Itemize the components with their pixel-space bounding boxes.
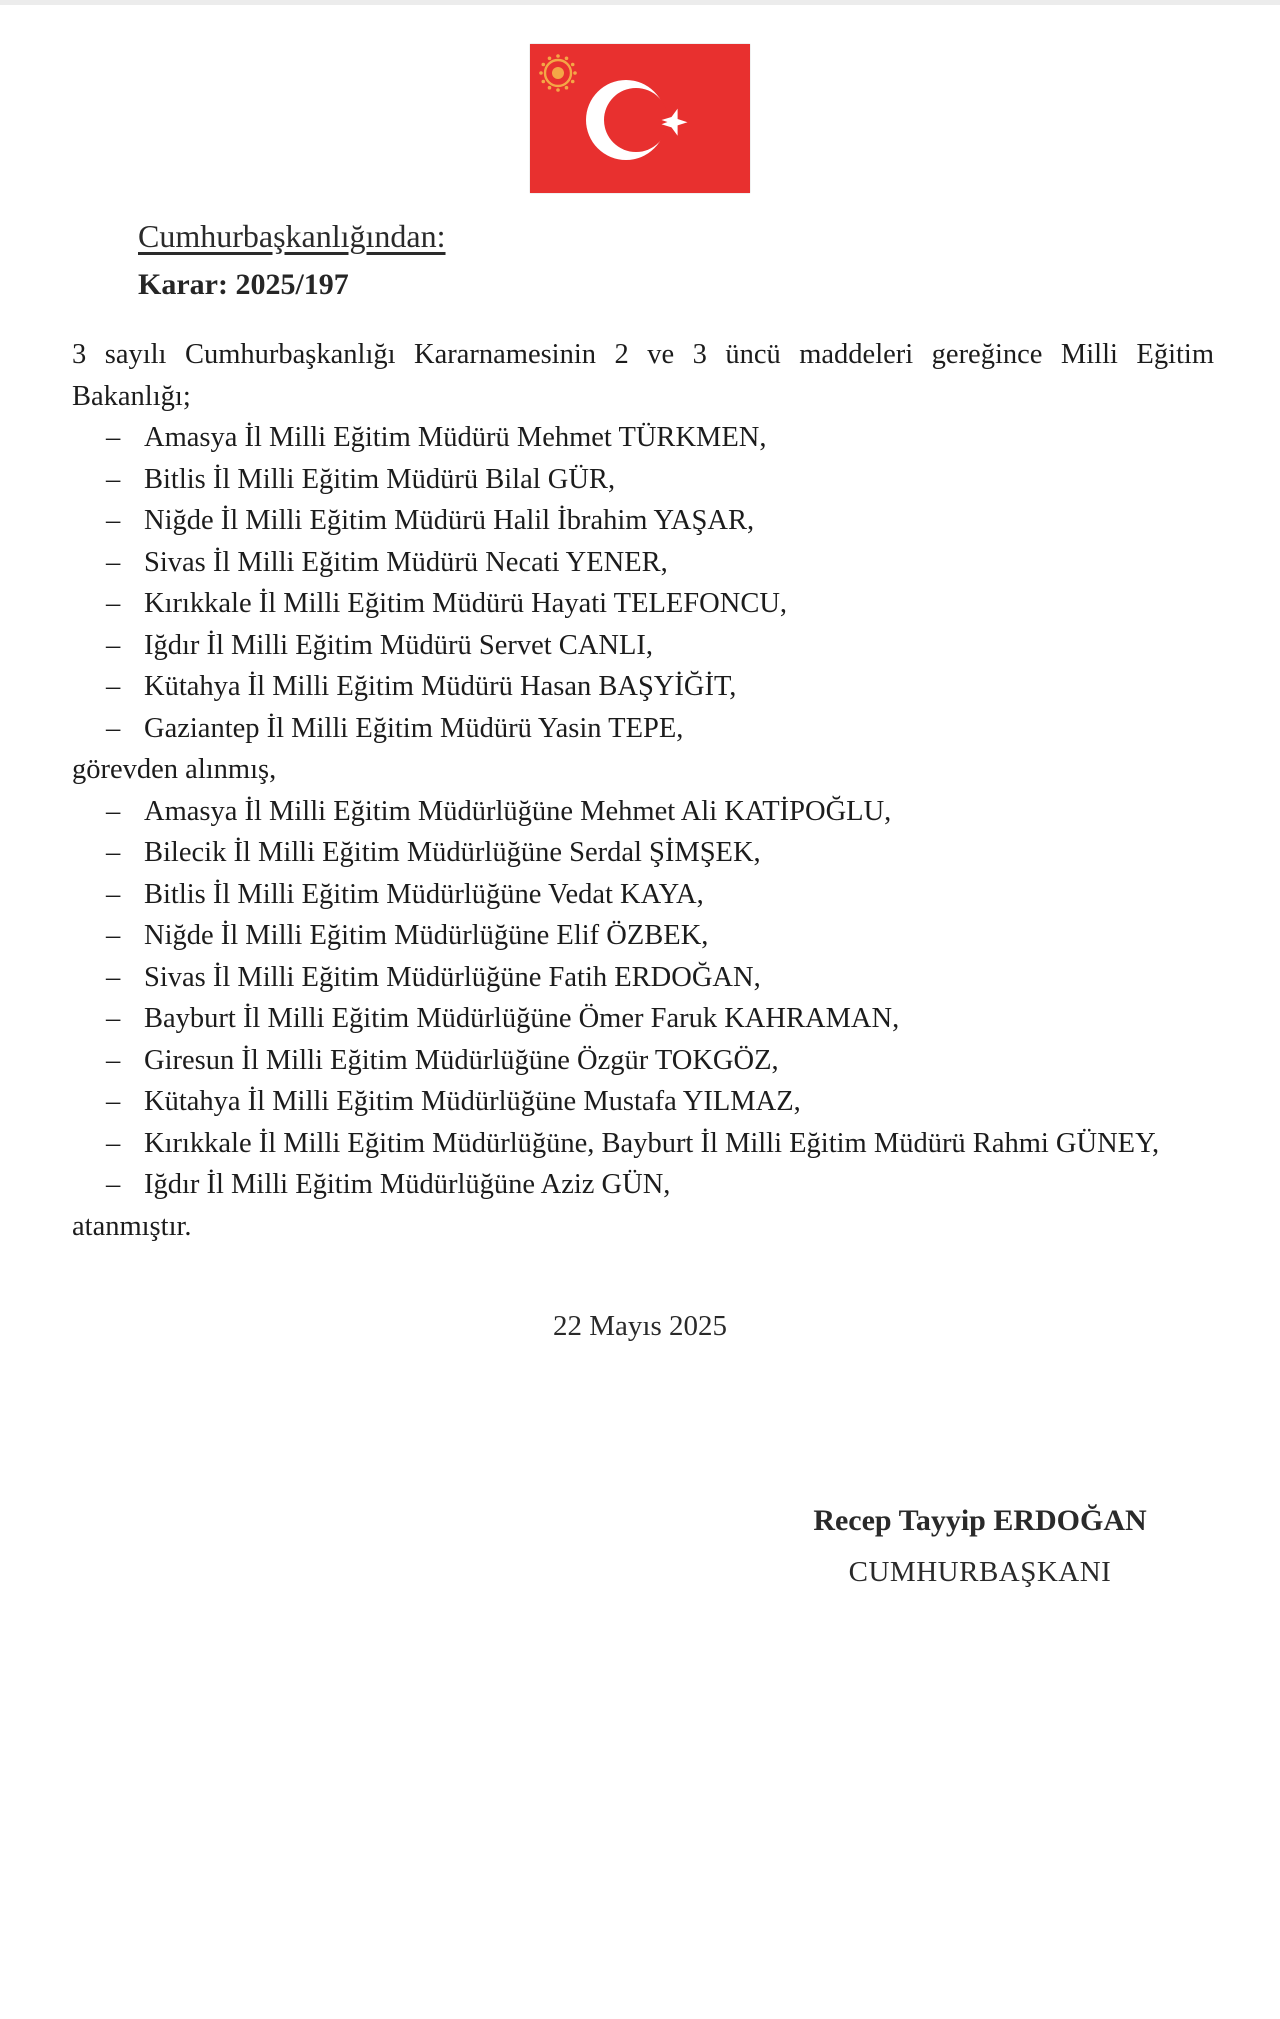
dash: –: [106, 505, 121, 536]
list-item: [72, 459, 1214, 501]
appointed-suffix: atanmıştır.: [72, 1210, 192, 1242]
intro-paragraph: 3 sayılı Cumhurbaşkanlığı Kararnamesinin 2 ve 3 üncü maddeleri gereğince Milli Eğitim Bakanlığı;: [72, 339, 1214, 412]
dismissed-suffix: görevden alınmış,: [72, 754, 277, 785]
appointed-entry: Kütahya İl Milli Eğitim Müdürlüğüne Mustafa YILMAZ,: [144, 1086, 801, 1117]
dash: –: [106, 1003, 121, 1034]
decision-number: Karar: 2025/197: [138, 268, 349, 301]
list-item: [72, 957, 1214, 999]
dismissed-entry: Bitlis İl Milli Eğitim Müdürü Bilal GÜR,: [144, 463, 616, 495]
appointed-entry: Niğde İl Milli Eğitim Müdürlüğüne Elif ÖZBEK,: [144, 920, 709, 951]
appointed-entry: Giresun İl Milli Eğitim Müdürlüğüne Özgür TOKGÖZ,: [144, 1044, 779, 1076]
dash: –: [106, 712, 121, 744]
dismissed-entry: Kütahya İl Milli Eğitim Müdürü Hasan BAŞYİĞİT,: [144, 671, 737, 702]
dismissed-entry: Iğdır İl Milli Eğitim Müdürü Servet CANLI,: [144, 629, 653, 661]
dash: –: [106, 1169, 121, 1200]
appointed-entry: Iğdır İl Milli Eğitim Müdürlüğüne Aziz GÜN,: [144, 1169, 671, 1200]
signature-block: [720, 1500, 1240, 1589]
list-item: [72, 1040, 1214, 1082]
turkish-flag-icon: [530, 44, 750, 193]
dismissed-entry: Gaziantep İl Milli Eğitim Müdürü Yasin TEPE,: [144, 712, 684, 744]
dismissed-entry: Kırıkkale İl Milli Eğitim Müdürü Hayati TELEFONCU,: [144, 588, 788, 619]
decree-body: [72, 334, 1214, 1247]
appointed-list: [72, 791, 1214, 1206]
list-item: [72, 832, 1214, 874]
list-item: [72, 583, 1214, 625]
dash: –: [106, 878, 121, 910]
appointed-entry: Amasya İl Milli Eğitim Müdürlüğüne Mehmet Ali KATİPOĞLU,: [144, 795, 892, 827]
list-item: [72, 998, 1214, 1040]
dismissed-entry: Amasya İl Milli Eğitim Müdürü Mehmet TÜRKMEN,: [144, 422, 767, 453]
list-item: [72, 1164, 1214, 1206]
dash: –: [106, 1127, 121, 1159]
list-item: [72, 625, 1214, 667]
dash: –: [106, 920, 121, 951]
list-item: [72, 791, 1214, 833]
dash: –: [106, 546, 121, 578]
signatory-title: CUMHURBAŞKANI: [848, 1556, 1112, 1588]
dash: –: [106, 1086, 121, 1117]
list-item: [72, 542, 1214, 584]
signatory-name: Recep Tayyip ERDOĞAN: [813, 1504, 1147, 1537]
appointed-entry: Bilecik İl Milli Eğitim Müdürlüğüne Serdal ŞİMŞEK,: [144, 837, 761, 868]
list-item: [72, 708, 1214, 750]
top-border: [0, 0, 1280, 5]
dash: –: [106, 422, 121, 453]
appointed-entry: Bayburt İl Milli Eğitim Müdürlüğüne Ömer Faruk KAHRAMAN,: [144, 1003, 900, 1034]
dismissed-entry: Niğde İl Milli Eğitim Müdürü Halil İbrahim YAŞAR,: [144, 505, 755, 536]
decree-date: 22 Mayıs 2025: [553, 1310, 727, 1342]
appointed-entry: Bitlis İl Milli Eğitim Müdürlüğüne Vedat KAYA,: [144, 878, 704, 910]
list-item: [72, 874, 1214, 916]
dash: –: [106, 1044, 121, 1076]
list-item: [72, 666, 1214, 708]
dash: –: [106, 795, 121, 827]
list-item: [72, 915, 1214, 957]
list-item: [72, 500, 1214, 542]
list-item: [72, 417, 1214, 459]
dash: –: [106, 463, 121, 495]
dash: –: [106, 629, 121, 661]
dash: –: [106, 588, 121, 619]
list-item: [72, 1081, 1214, 1123]
appointed-entry: Sivas İl Milli Eğitim Müdürlüğüne Fatih ERDOĞAN,: [144, 961, 761, 993]
list-item: [72, 1123, 1214, 1165]
appointed-entry: Kırıkkale İl Milli Eğitim Müdürlüğüne, Bayburt İl Milli Eğitim Müdürü Rahmi GÜNEY,: [144, 1127, 1160, 1159]
dash: –: [106, 671, 121, 702]
dismissed-list: [72, 417, 1214, 749]
issuer-heading: Cumhurbaşkanlığından:: [138, 218, 446, 254]
dash: –: [106, 837, 121, 868]
dash: –: [106, 961, 121, 993]
dismissed-entry: Sivas İl Milli Eğitim Müdürü Necati YENER,: [144, 546, 668, 578]
